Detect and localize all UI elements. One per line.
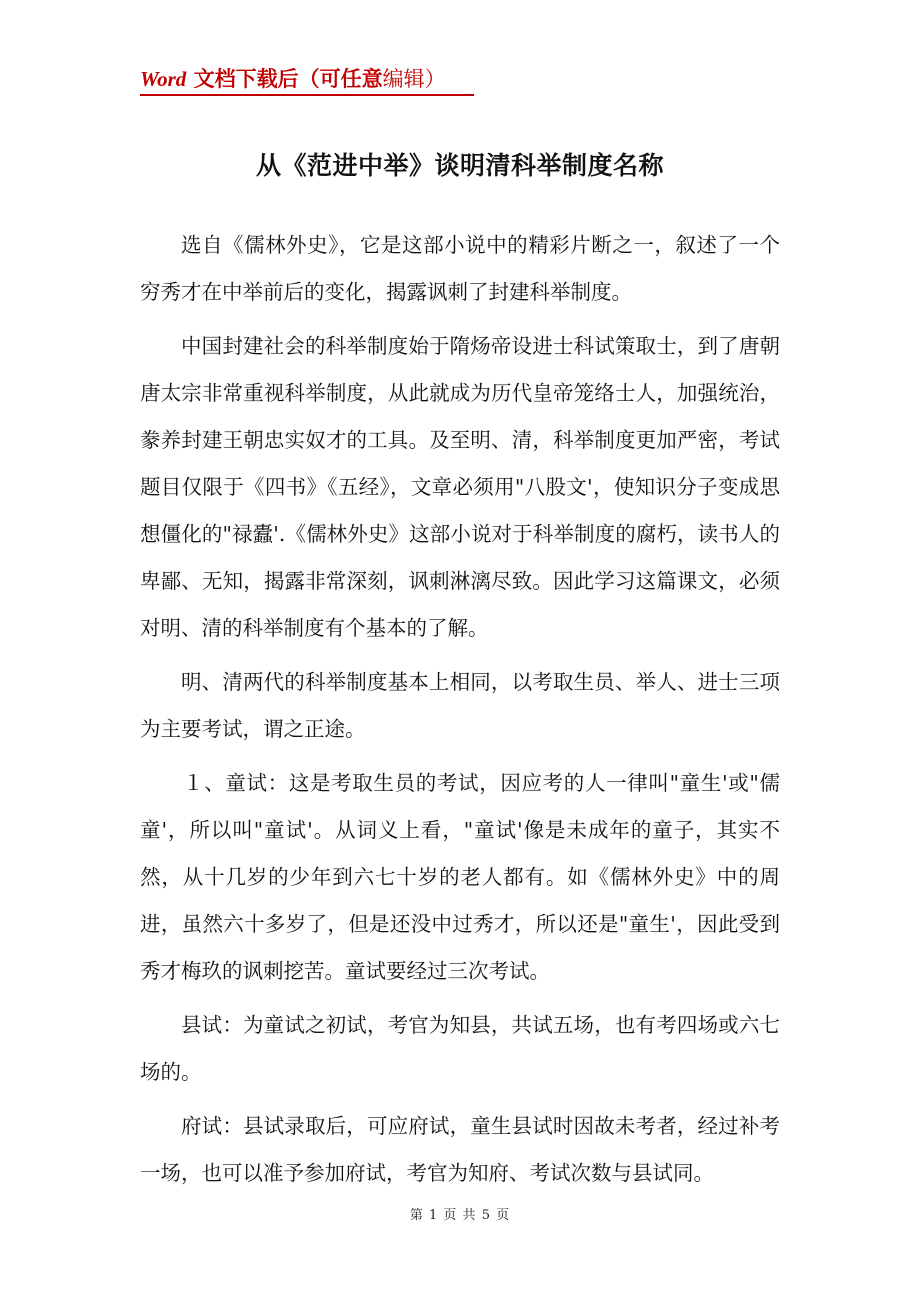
banner-text-light: 编辑）	[382, 67, 446, 91]
paragraph: 选自《儒林外史》，它是这部小说中的精彩片断之一，叙述了一个穷秀才在中举前后的变化，揭露讽刺了封建科举制度。	[140, 233, 780, 304]
banner-text-bold: 文档下	[186, 66, 257, 91]
paragraph: １、童试：这是考取生员的考试，因应考的人一律叫"童生'或"儒童'，所以叫"童试'。从词义上看，"童试'像是未成年的童子，其实不然，从十几岁的少年到六七十岁的老人都有。如《儒林外史》中的周进，虽然六十多岁了，但是还没中过秀才，所以还是"童生'，因此受到秀才梅玖的讽刺挖苦。童试要经过三次考试。	[140, 771, 780, 983]
paragraph: 县试：为童试之初试，考官为知县，共试五场，也有考四场或六七场的。	[140, 1013, 780, 1084]
paragraph: 府试：县试录取后，可应府试，童生县试时因故未考者，经过补考一场，也可以准予参加府试，考官为知府、考试次数与县试同。	[140, 1114, 780, 1185]
document-title: 从《范进中举》谈明清科举制度名称	[255, 151, 664, 180]
paragraph: 中国封建社会的科举制度始于隋炀帝设进士科试策取士，到了唐朝唐太宗非常重视科举制度，从此就成为历代皇帝笼络士人，加强统治，豢养封建王朝忠实奴才的工具。及至明、清，科举制度更加严密，考试题目仅限于《四书》《五经》，文章必须用"八股文'，使知识分子变成思想僵化的"禄蠹'.《儒林外史》这部小说对于科举制度的腐朽，读书人的卑鄙、无知，揭露非常深刻，讽刺淋漓尽致。因此学习这篇课文，必须对明、清的科举制度有个基本的了解。	[140, 334, 780, 640]
banner-word: Word	[140, 67, 187, 91]
download-banner[interactable]	[140, 64, 474, 96]
paragraph: 明、清两代的科举制度基本上相同，以考取生员、举人、进士三项为主要考试，谓之正途。	[140, 670, 780, 741]
banner-text-mid: 载后（可任意	[256, 66, 383, 91]
document-body	[140, 222, 780, 1204]
page-footer: 第 1 页 共 5 页	[409, 1208, 511, 1223]
